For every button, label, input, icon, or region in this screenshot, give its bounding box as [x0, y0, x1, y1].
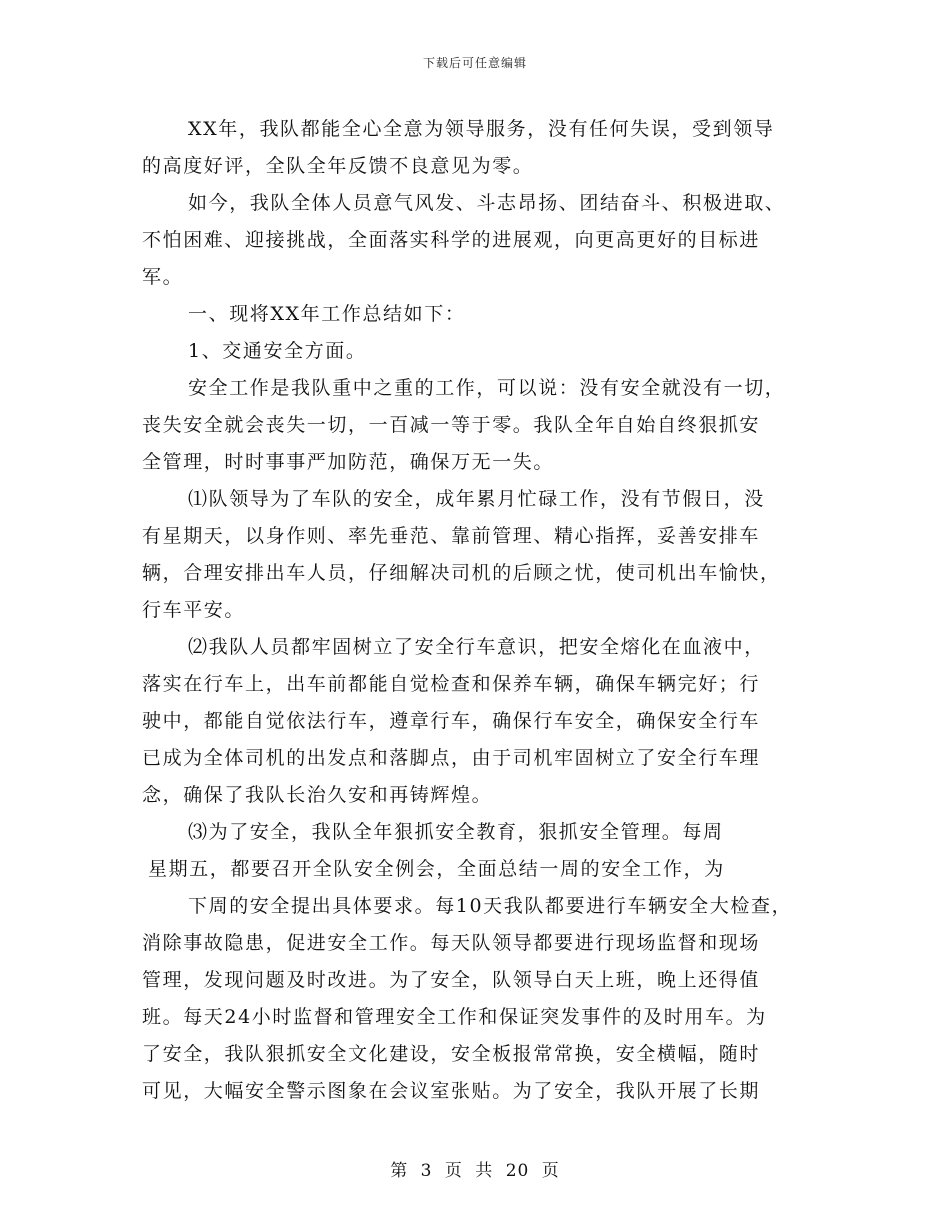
text-line: 有星期天，以身作则、率先垂范、靠前管理、精心指挥，妥善安排车: [142, 525, 761, 547]
page-header: 下载后可任意编辑: [422, 56, 527, 70]
text-line: 如今，我队全体人员意气风发、斗志昂扬、团结奋斗、积极进取、: [188, 192, 786, 214]
text-line: 军。: [142, 266, 184, 288]
text-line: XX年，我队都能全心全意为领导服务，没有任何失误，受到领导: [188, 118, 775, 140]
text-line: ⑴队领导为了车队的安全，成年累月忙碌工作，没有节假日，没: [188, 488, 765, 510]
text-line: 了安全，我队狠抓安全文化建设，安全板报常常换，安全横幅，随时: [142, 1043, 761, 1065]
text-line: 已成为全体司机的出发点和落脚点，由于司机牢固树立了安全行车理: [142, 747, 761, 769]
text-line: ⑵我队人员都牢固树立了安全行车意识，把安全熔化在血液中，: [188, 636, 765, 658]
subsection-heading: 1、交通安全方面。: [188, 340, 367, 362]
text-line: 星期五，都要召开全队安全例会，全面总结一周的安全工作，为: [148, 858, 725, 880]
section-heading: 一、现将XX年工作总结如下：: [188, 303, 466, 325]
text-line: 管理，发现问题及时改进。为了安全，队领导白天上班，晚上还得值: [142, 969, 761, 991]
text-line: 的高度好评，全队全年反馈不良意见为零。: [142, 155, 534, 177]
text-line: 不怕困难、迎接挑战，全面落实科学的进展观，向更高更好的目标进: [142, 229, 761, 251]
text-line: 丧失安全就会丧失一切，一百减一等于零。我队全年自始自终狠抓安: [142, 414, 761, 436]
text-line: 行车平安。: [142, 599, 246, 621]
text-line: 下周的安全提出具体要求。每10天我队都要进行车辆安全大检查，: [188, 895, 793, 917]
text-line: 辆，合理安排出车人员，仔细解决司机的后顾之忧，使司机出车愉快，: [142, 562, 781, 584]
text-line: 班。每天24小时监督和管理安全工作和保证突发事件的及时用车。为: [142, 1006, 767, 1028]
text-line: 落实在行车上，出车前都能自觉检查和保养车辆，确保车辆完好；行: [142, 673, 761, 695]
text-line: 消除事故隐患，促进安全工作。每天队领导都要进行现场监督和现场: [142, 932, 761, 954]
text-line: 安全工作是我队重中之重的工作，可以说：没有安全就没有一切，: [188, 377, 786, 399]
text-line: 可见，大幅安全警示图象在会议室张贴。为了安全，我队开展了长期: [142, 1080, 761, 1102]
text-line: ⑶为了安全，我队全年狠抓安全教育，狠抓安全管理。每周: [188, 821, 724, 843]
text-line: 驶中，都能自觉依法行车，遵章行车，确保行车安全，确保安全行车: [142, 710, 761, 732]
text-line: 全管理，时时事事严加防范，确保万无一失。: [142, 451, 555, 473]
text-line: 念，确保了我队长治久安和再铸辉煌。: [142, 784, 493, 806]
page-number: 第 3 页 共 20 页: [390, 1161, 560, 1181]
document-body: [142, 111, 822, 1110]
